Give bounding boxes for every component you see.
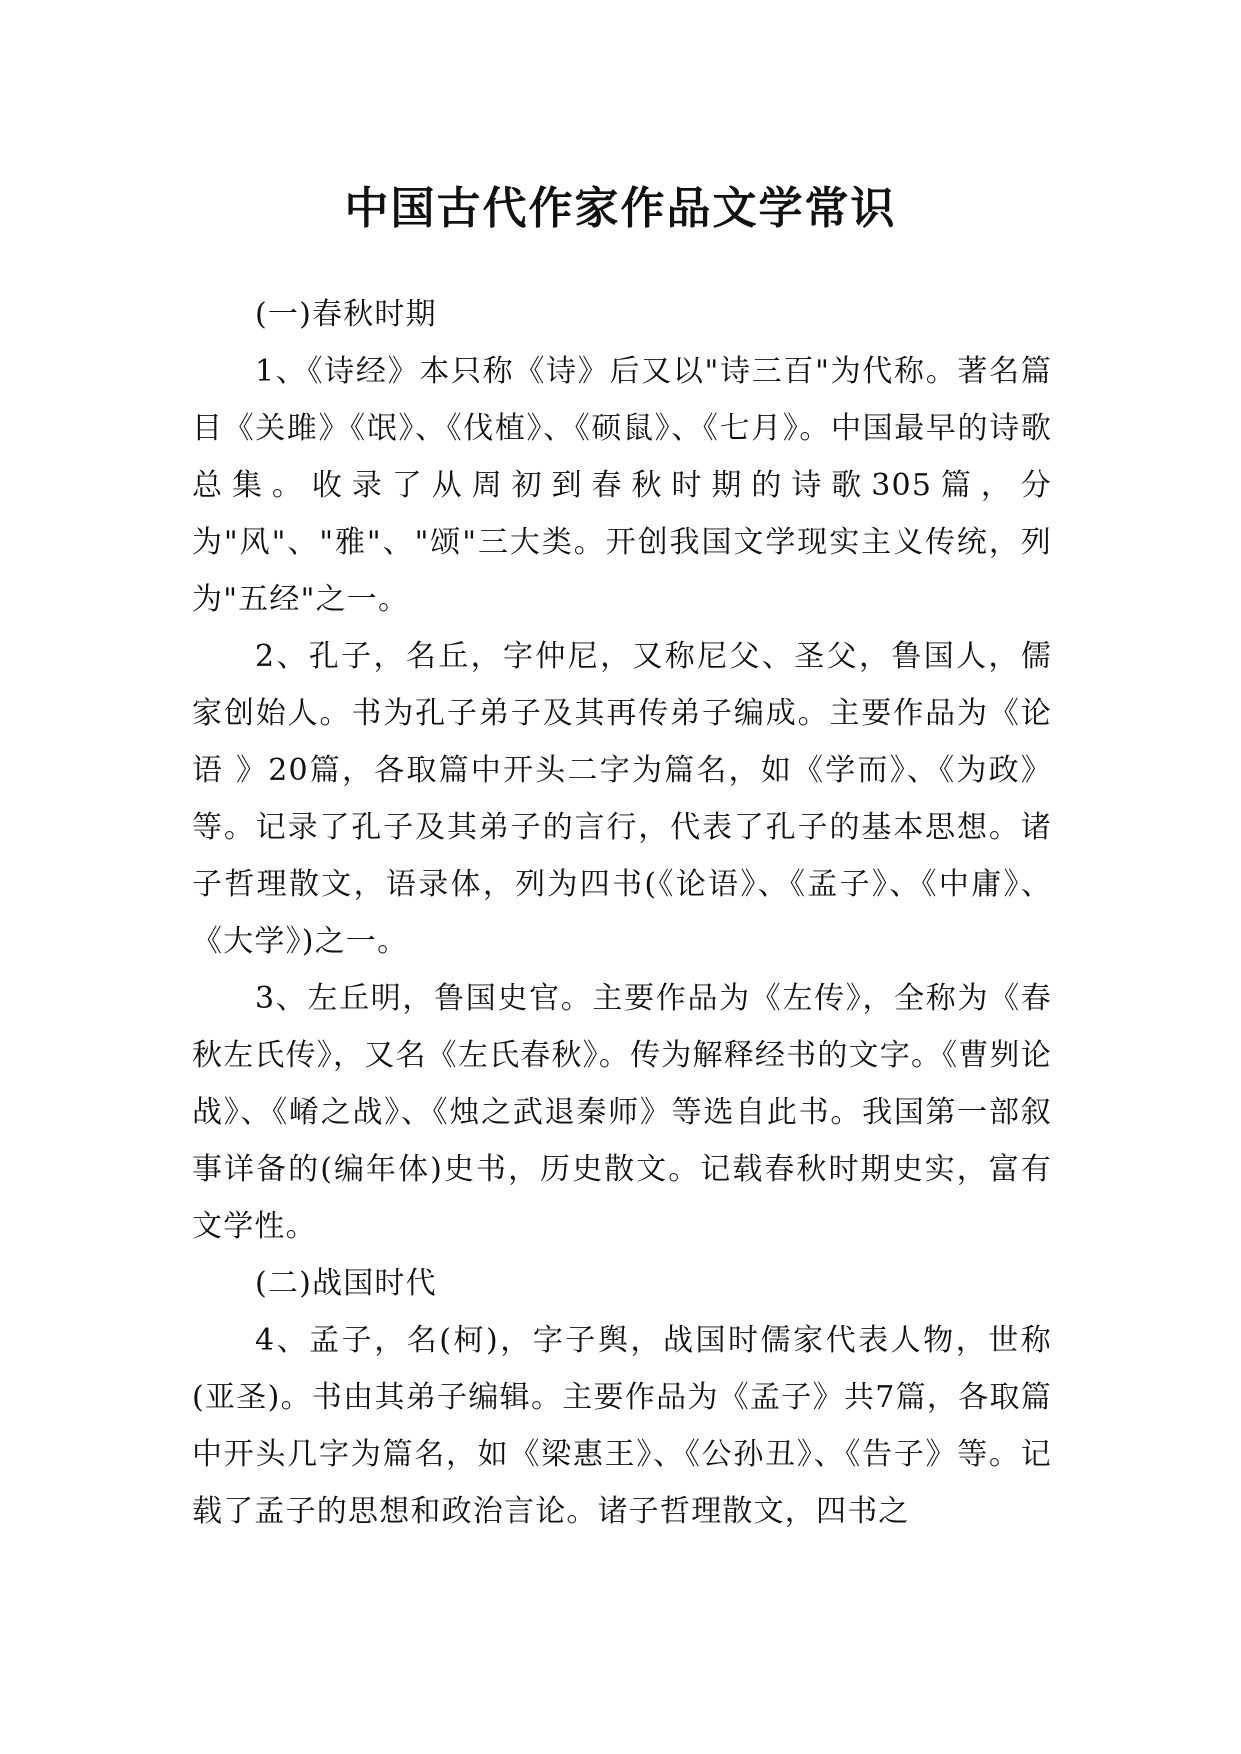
section-heading: (一)春秋时期 (255, 297, 437, 332)
document-title: 中国古代作家作品文学常识 (344, 183, 897, 235)
section-warring-states (192, 1255, 1052, 1540)
paragraph-shijing: 1、《诗经》本只称《诗》后又以"诗三百"为代称。著名篇目《关雎》《氓》、《伐植》、《硕鼠》、《七月》。中国最早的诗歌总集。收录了从周初到春秋时期的诗歌305篇，分为"风"、"雅"、"颂"三大类。开创我国文学现实主义传统，列为"五经"之一。 (192, 354, 1052, 617)
section-spring-autumn (192, 286, 1052, 1255)
paragraph-zuo-qiuming: 3、左丘明，鲁国史官。主要作品为《左传》，全称为《春秋左氏传》，又名《左氏春秋》。传为解释经书的文字。《曹刿论战》、《崤之战》、《烛之武退秦师》等选自此书。我国第一部叙事详备的(编年体)史书，历史散文。记载春秋时期史实，富有文学性。 (192, 981, 1052, 1244)
document-body (192, 286, 1052, 1540)
paragraph-confucius: 2、孔子，名丘，字仲尼，又称尼父、圣父，鲁国人，儒家创始人。书为孔子弟子及其再传弟子编成。主要作品为《论语 》20篇，各取篇中开头二字为篇名，如《学而》、《为政》等。记录了孔子及其弟子的言行，代表了孔子的基本思想。诸子哲理散文，语录体，列为四书(《论语》、《孟子》、《中庸》、《大学》)之一。 (192, 639, 1052, 959)
paragraph-mencius: 4、孟子，名(柯)，字子舆，战国时儒家代表人物，世称(亚圣)。书由其弟子编辑。主要作品为《孟子》共7篇，各取篇中开头几字为篇名，如《梁惠王》、《公孙丑》、《告子》等。记载了孟子的思想和政治言论。诸子哲理散文，四书之 (192, 1323, 1052, 1529)
section-heading: (二)战国时代 (255, 1266, 437, 1301)
